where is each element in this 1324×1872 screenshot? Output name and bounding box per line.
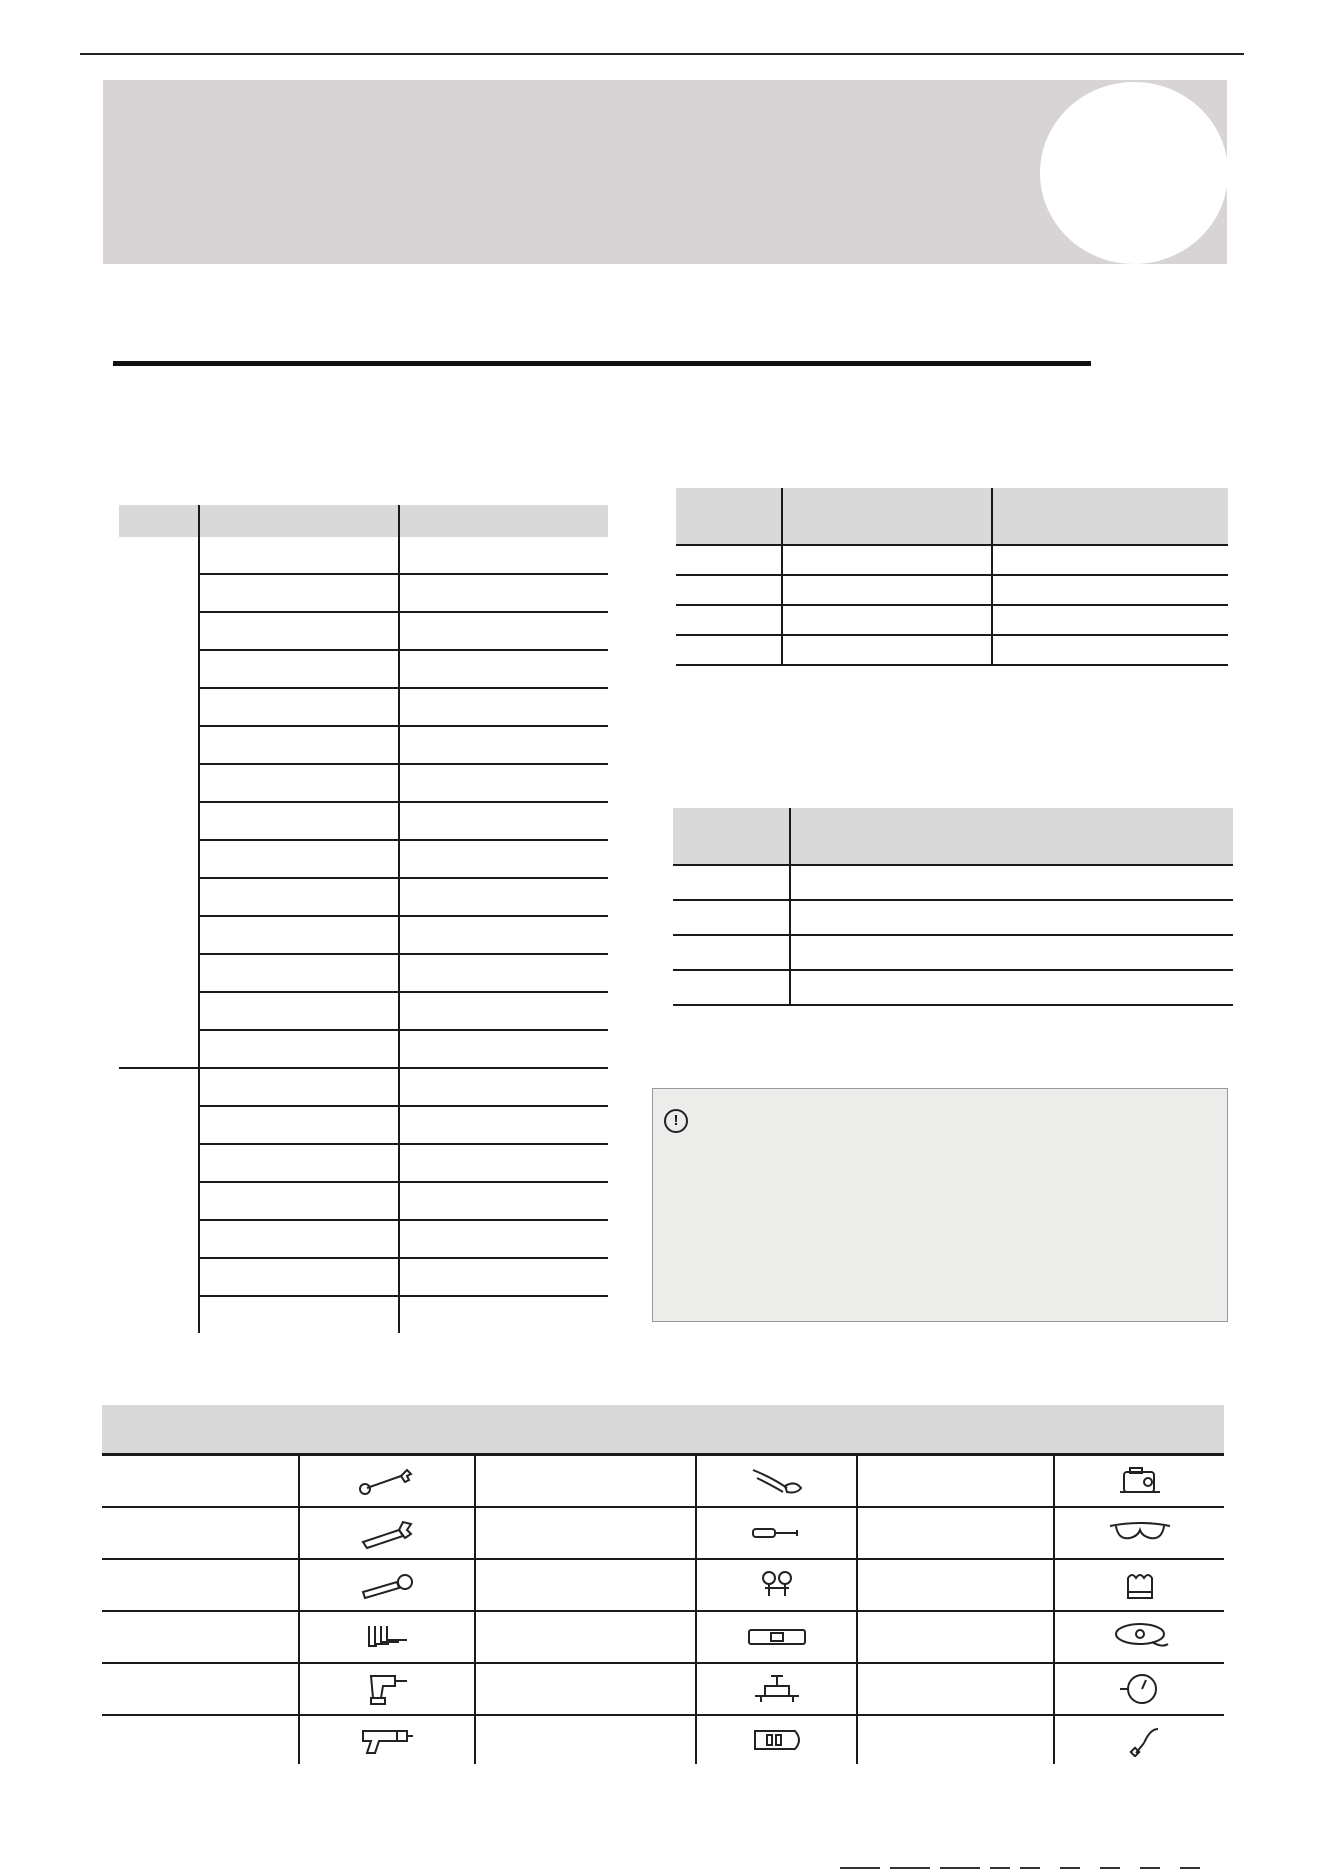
table-cell [199,1296,399,1333]
table-cell [992,575,1228,605]
table-cell [199,992,399,1030]
table-row [673,970,1233,1005]
table-cell [399,688,608,726]
tool-icon-cell [1054,1611,1224,1663]
table-cell [399,802,608,840]
spirit-level-icon [743,1620,811,1654]
tool-name [857,1559,1054,1611]
tools-header-cell [857,1405,1054,1455]
table-row [676,605,1228,635]
model-header-cell [673,808,790,865]
table-cell [199,1182,399,1220]
manifold-gauge-icon [743,1568,811,1602]
tool-name [857,1455,1054,1508]
tool-icon-cell [299,1559,475,1611]
table-row [673,865,1233,900]
tool-name [102,1507,299,1559]
banner-circle [1040,82,1227,264]
table-cell [399,650,608,688]
table-cell [199,612,399,650]
table-row [102,1611,1224,1663]
tools-header-cell [102,1405,299,1455]
table-row [102,1455,1224,1508]
tools-header-cell [1054,1405,1224,1455]
table-cell [992,635,1228,665]
top-rule [80,53,1244,55]
cordless-drill-icon [353,1672,421,1706]
table-cell [673,900,790,935]
table-cell [199,650,399,688]
table-cell [399,612,608,650]
table-cell [199,764,399,802]
spec-group-label [119,802,199,1068]
gloves-icon [1106,1568,1174,1602]
wrench-icon [353,1464,421,1498]
tool-name [475,1715,696,1764]
table-cell [199,802,399,840]
table-cell [399,840,608,878]
table-cell [199,574,399,612]
tool-icon-cell [299,1663,475,1715]
table-row [119,537,608,574]
table-cell [199,726,399,764]
hex-keys-icon [353,1620,421,1654]
table-cell [399,916,608,954]
tools-header-cell [475,1405,696,1455]
vacuum-pump-icon [1106,1464,1174,1498]
bottom-edge-marks [840,1866,1240,1870]
table-row [119,1068,608,1106]
tool-icon-cell [696,1559,857,1611]
tool-name [857,1611,1054,1663]
table-cell [399,537,608,574]
table-cell [199,878,399,916]
pipe-cutter-icon [743,1464,811,1498]
table-cell [782,575,992,605]
tool-icon-cell [1054,1715,1224,1764]
table-cell [199,688,399,726]
header-banner [103,80,1227,264]
section-rule [113,361,1091,366]
table-row [102,1715,1224,1764]
spec-header-cell [119,505,199,537]
spec-header-cell [399,505,608,537]
table-cell [199,537,399,574]
table-row [676,575,1228,605]
table-cell [992,545,1228,575]
tool-name [857,1715,1054,1764]
tools-header-cell [299,1405,475,1455]
table-cell [399,1258,608,1296]
table-cell [992,605,1228,635]
table-cell [399,1182,608,1220]
spec-group-label [119,537,199,802]
table-cell [199,1106,399,1144]
table-cell [676,545,782,575]
table-cell [199,916,399,954]
table-cell [399,726,608,764]
tool-name [102,1715,299,1764]
leak-detector-icon [1106,1723,1174,1757]
table-cell [782,605,992,635]
table-cell [399,954,608,992]
table-cell [790,970,1233,1005]
tool-icon-cell [1054,1455,1224,1508]
table-cell [399,1030,608,1068]
spec-header-row [119,505,608,537]
table-cell [790,900,1233,935]
tool-icon-cell [1054,1663,1224,1715]
table-cell [199,1030,399,1068]
tool-icon-cell [299,1507,475,1559]
table-row [676,545,1228,575]
tool-name [475,1559,696,1611]
table-cell [782,545,992,575]
table-cell [199,840,399,878]
table-cell [199,1068,399,1106]
model-table [673,808,1233,1006]
tool-icon-cell [696,1663,857,1715]
table-row [102,1559,1224,1611]
spec-table [119,505,608,1333]
pipe-table [676,488,1228,666]
table-cell [199,1220,399,1258]
tool-icon-cell [299,1611,475,1663]
table-cell [399,992,608,1030]
tool-name [857,1663,1054,1715]
pipe-header-cell [676,488,782,545]
torque-wrench-icon [353,1568,421,1602]
tool-icon-cell [1054,1507,1224,1559]
table-cell [399,1068,608,1106]
tool-name [475,1507,696,1559]
table-row [102,1507,1224,1559]
tool-name [102,1663,299,1715]
table-row [119,802,608,840]
tool-icon-cell [299,1455,475,1508]
tools-header-row [102,1405,1224,1455]
tool-name [102,1611,299,1663]
tool-icon-cell [299,1715,475,1764]
table-cell [399,1144,608,1182]
table-cell [790,865,1233,900]
table-cell [399,1220,608,1258]
tool-name [102,1559,299,1611]
tool-name [475,1663,696,1715]
tool-icon-cell [696,1507,857,1559]
tools-table [102,1405,1224,1764]
table-cell [199,1258,399,1296]
table-cell [199,1144,399,1182]
table-cell [676,635,782,665]
model-header-cell [790,808,1233,865]
safety-glasses-icon [1106,1516,1174,1550]
pipe-header-row [676,488,1228,545]
table-cell [673,865,790,900]
tool-name [475,1611,696,1663]
tools-header-cell [696,1405,857,1455]
tool-name [475,1455,696,1508]
table-cell [790,935,1233,970]
table-cell [399,1296,608,1333]
table-row [673,900,1233,935]
hammer-drill-icon [353,1723,421,1757]
tool-icon-cell [696,1455,857,1508]
table-cell [399,764,608,802]
pipe-header-cell [782,488,992,545]
pressure-gauge-icon [1106,1672,1174,1706]
multimeter-icon [743,1723,811,1757]
table-row [102,1663,1224,1715]
caution-box [652,1088,1228,1322]
table-cell [676,575,782,605]
pipe-header-cell [992,488,1228,545]
spec-header-cell [199,505,399,537]
spec-group-label [119,1068,199,1333]
flaring-tool-icon [743,1672,811,1706]
table-cell [676,605,782,635]
table-cell [782,635,992,665]
table-cell [673,970,790,1005]
tool-icon-cell [696,1715,857,1764]
table-row [676,635,1228,665]
adjustable-wrench-icon [353,1516,421,1550]
tape-measure-icon [1106,1620,1174,1654]
screwdriver-icon [743,1516,811,1550]
model-header-row [673,808,1233,865]
table-row [673,935,1233,970]
tool-name [102,1455,299,1508]
caution-icon: ! [664,1109,688,1133]
table-cell [199,954,399,992]
table-cell [399,574,608,612]
tool-icon-cell [696,1611,857,1663]
tool-icon-cell [1054,1559,1224,1611]
table-cell [399,878,608,916]
tool-name [857,1507,1054,1559]
table-cell [399,1106,608,1144]
table-cell [673,935,790,970]
